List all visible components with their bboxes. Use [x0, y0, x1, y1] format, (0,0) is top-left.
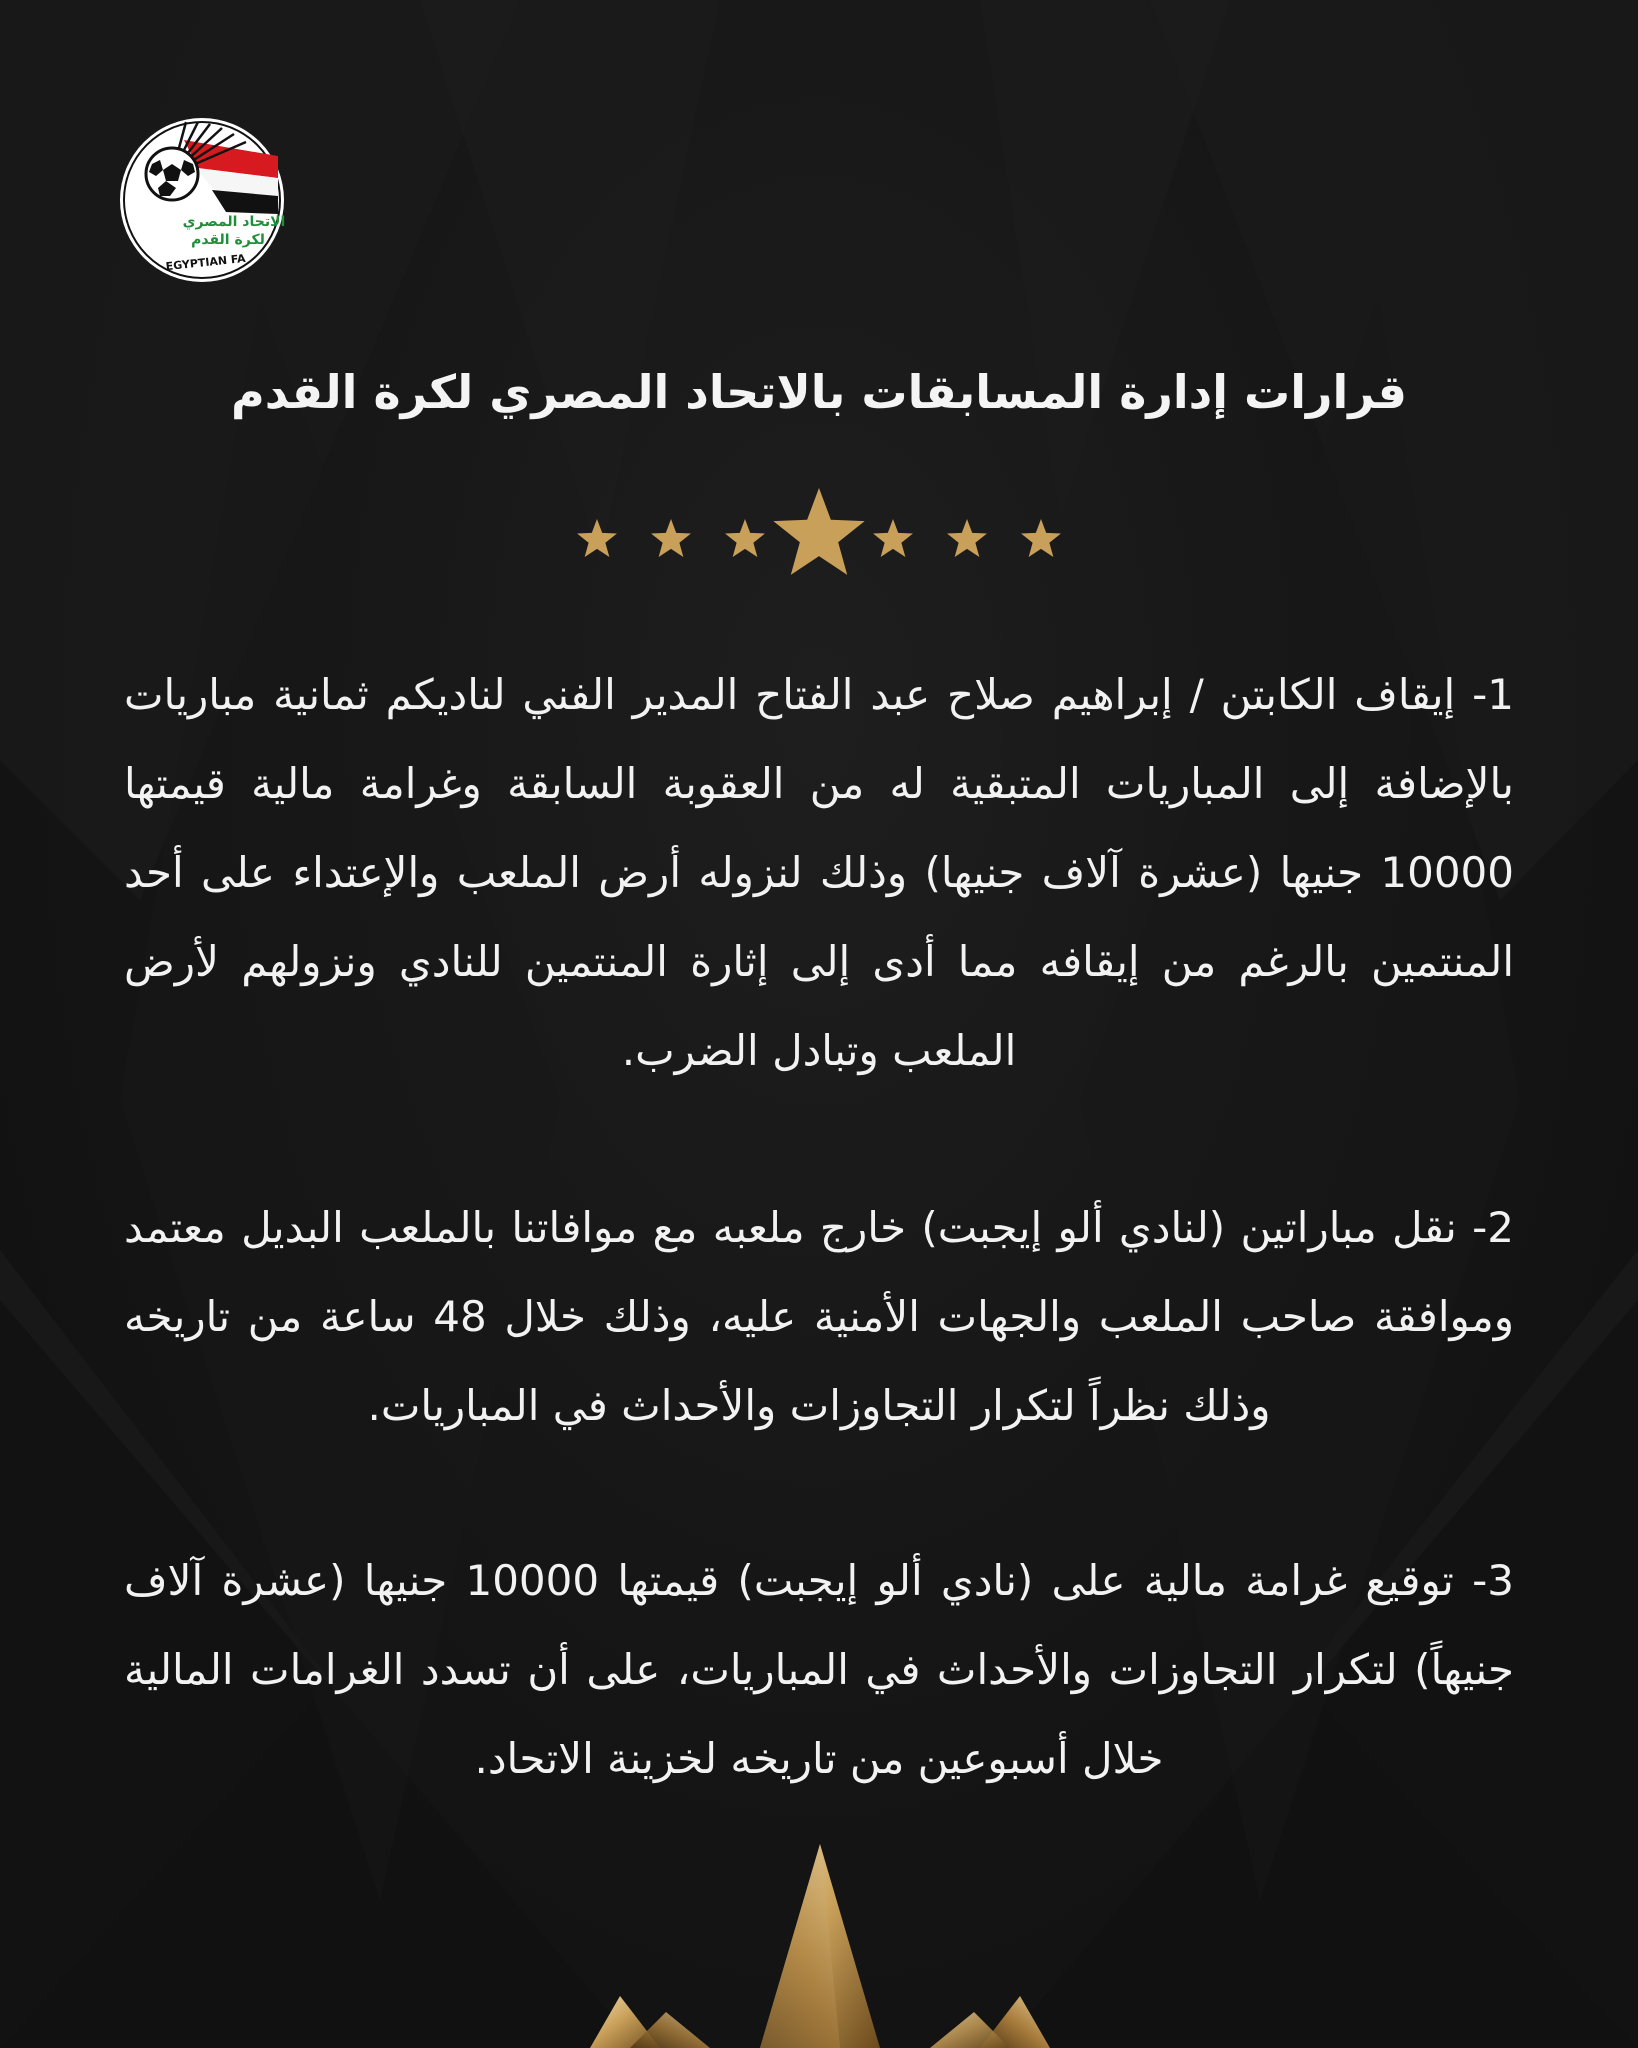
star-icon: [1021, 519, 1061, 557]
star-icon: [577, 519, 617, 557]
decision-3-text: 3- توقيع غرامة مالية على (نادي ألو إيجبت) قيمتها 10000 جنيها (عشرة آلاف جنيهاً) لتكرار التجاوزات والأحداث في المباريات، على أن تسدد الغرامات المالية خلال أسبوعين من تاريخه لخزينة الاتحاد.: [124, 1556, 1514, 1783]
stars-row: [560, 484, 1078, 588]
logo-arabic-line1: الاتحاد المصري: [182, 214, 286, 230]
page-title: قرارات إدارة المسابقات بالاتحاد المصري لكرة القدم: [231, 365, 1407, 419]
gold-crown-decoration: [590, 1836, 1050, 2048]
egyptian-fa-logo: [118, 116, 286, 284]
decision-1-text: 1- إيقاف الكابتن / إبراهيم صلاح عبد الفتاح المدير الفني لناديكم ثمانية مباريات بالإضافة إلى المباريات المتبقية له من العقوبة السابقة وغرامة مالية قيمتها 10000 جنيها (عشرة آلاف جنيها) وذلك لنزوله أرض الملعب والإعتداء على أحد المنتمين بالرغم من إيقافه مما أدى إلى إثارة المنتمين للنادي ونزولهم لأرض الملعب وتبادل الضرب.: [124, 670, 1514, 1075]
center-star-icon: [773, 488, 864, 575]
star-icon: [873, 519, 913, 557]
star-icon: [725, 519, 765, 557]
decision-2-text: 2- نقل مباراتين (لنادي ألو إيجبت) خارج ملعبه مع موافاتنا بالملعب البديل معتمد وموافقة صاحب الملعب والجهات الأمنية عليه، وذلك خلال 48 ساعة من تاريخه وذلك نظراً لتكرار التجاوزات والأحداث في المباريات.: [124, 1203, 1514, 1430]
logo-english-name: EGYPTIAN FA: [165, 251, 247, 274]
star-icon: [651, 519, 691, 557]
star-icon: [947, 519, 987, 557]
logo-arabic-line2: لكرة القدم: [191, 232, 265, 248]
